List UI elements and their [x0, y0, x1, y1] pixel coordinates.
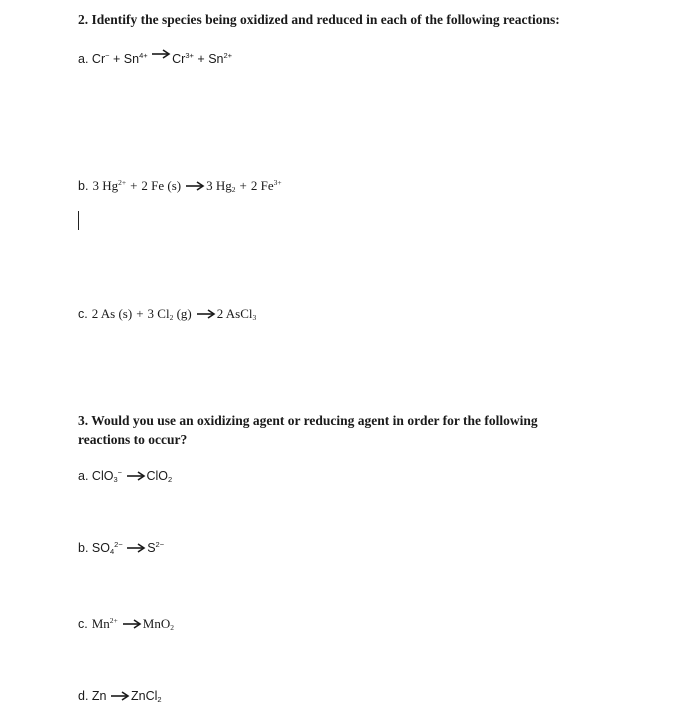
charge: 2+: [223, 51, 233, 60]
product: ZnCl: [131, 689, 158, 703]
subscript: 2: [168, 475, 173, 484]
item-label: b.: [78, 541, 89, 555]
reaction-2a: [78, 49, 232, 66]
reactant: Mn: [91, 616, 110, 631]
item-label: d.: [78, 689, 89, 703]
reactant: SO: [91, 541, 110, 555]
subscript: 2: [170, 623, 174, 632]
product: Cr: [172, 52, 186, 66]
item-label: c.: [78, 617, 88, 631]
question-2-heading: 2. Identify the species being oxidized and reduced in each of the following reactions:: [78, 12, 560, 27]
right-arrow-icon: [111, 691, 130, 701]
product: ClO: [146, 469, 169, 483]
reactant: 2 Fe (s): [141, 178, 182, 193]
right-arrow-icon: [152, 49, 171, 59]
question-3-heading: [78, 411, 538, 449]
reaction-2b: [78, 177, 282, 195]
reactant: 3 Hg: [92, 178, 119, 193]
reaction-3b: [78, 541, 164, 555]
question-3-heading-line-1: 3. Would you use an oxidizing agent or reducing agent in order for the following: [78, 413, 538, 428]
plus-sign: +: [113, 52, 121, 66]
subscript: 2: [169, 313, 174, 322]
subscript: 2: [231, 185, 236, 194]
reactant: ClO: [91, 469, 114, 483]
reactant: 2 As (s): [91, 306, 133, 321]
plus-sign: +: [239, 178, 247, 193]
right-arrow-icon: [186, 181, 205, 191]
charge: 3+: [185, 51, 194, 60]
plus-sign: +: [136, 306, 144, 321]
right-arrow-icon: [127, 543, 146, 553]
charge: 2+: [118, 178, 127, 187]
reactant: Sn: [123, 52, 140, 66]
right-arrow-icon: [123, 619, 142, 629]
item-label: b.: [78, 179, 89, 193]
charge: 2−: [114, 540, 123, 549]
subscript: 2: [157, 695, 162, 704]
product: MnO: [142, 616, 171, 631]
subscript: 4: [109, 547, 115, 556]
right-arrow-icon: [197, 309, 216, 319]
charge: −: [105, 51, 110, 60]
charge: 4+: [139, 51, 148, 60]
item-label: c.: [78, 307, 88, 321]
reaction-2c: [78, 305, 256, 323]
question-3-heading-line-2: reactions to occur?: [78, 432, 188, 447]
reactant: 3 Cl: [147, 306, 170, 321]
reactant: Zn: [91, 689, 107, 703]
product: S: [147, 541, 156, 555]
item-label: a.: [78, 52, 89, 66]
reaction-3c: [78, 615, 174, 633]
charge: 2+: [109, 616, 118, 625]
product: Sn: [208, 52, 224, 66]
product: 3 Hg: [206, 178, 232, 193]
charge: 2−: [155, 540, 165, 549]
product: 2 AsCl: [216, 306, 253, 321]
item-label: a.: [78, 469, 89, 483]
reaction-3d: [78, 689, 162, 703]
phase-label: (g): [173, 306, 192, 321]
reactant: Cr: [91, 52, 106, 66]
subscript: 3: [113, 475, 118, 484]
reaction-3a: [78, 469, 172, 483]
charge: 3+: [273, 178, 282, 187]
charge: −: [117, 468, 123, 477]
right-arrow-icon: [127, 471, 146, 481]
plus-sign: +: [197, 52, 205, 66]
subscript: 3: [252, 313, 257, 322]
plus-sign: +: [130, 178, 138, 193]
product: 2 Fe: [250, 178, 274, 193]
text-cursor: [78, 211, 79, 230]
